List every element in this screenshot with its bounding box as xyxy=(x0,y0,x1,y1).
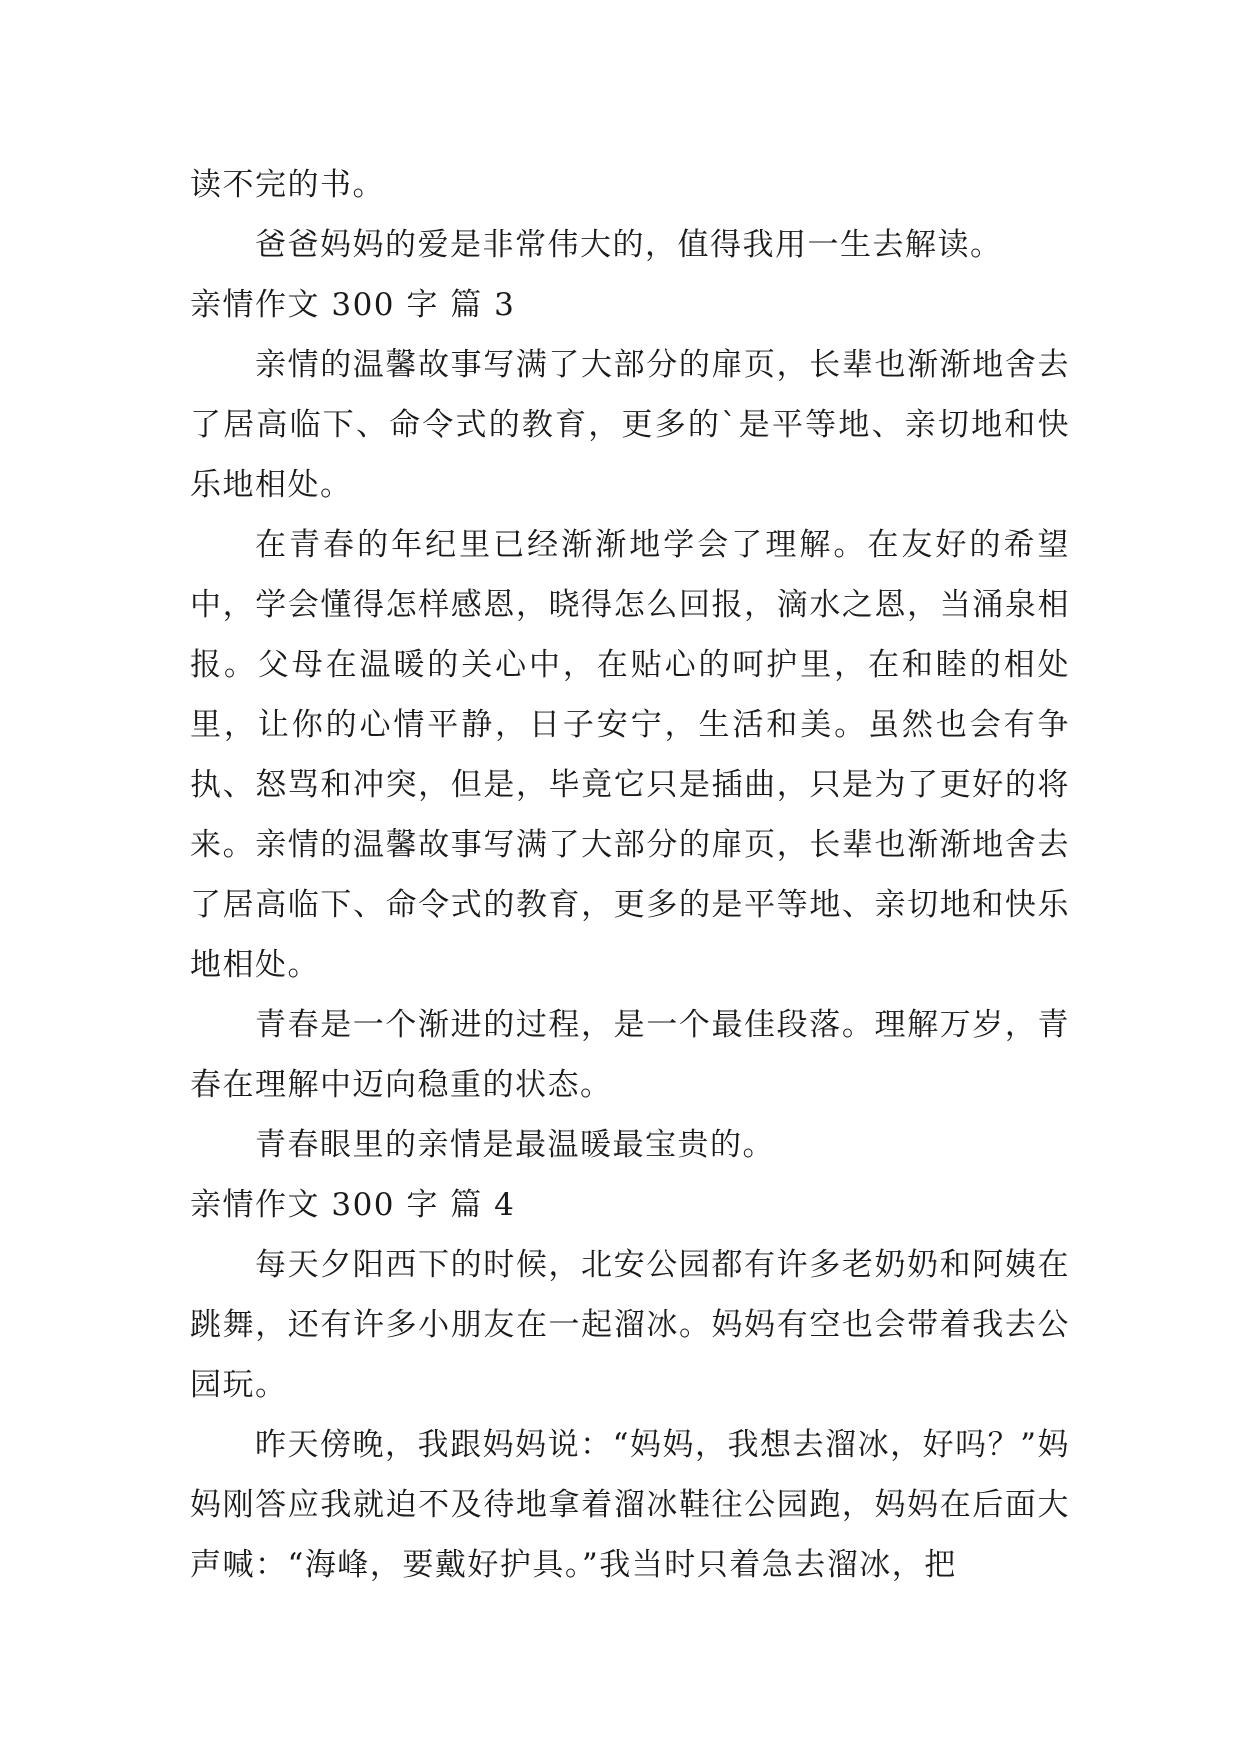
paragraph: 亲情的温馨故事写满了大部分的扉页，长辈也渐渐地舍去了居高临下、命令式的教育，更多的`是平等地、亲切地和快乐地相处。 xyxy=(190,347,1070,503)
paragraph: 在青春的年纪里已经渐渐地学会了理解。在友好的希望中，学会懂得怎样感恩，晓得怎么回报，滴水之恩，当涌泉相报。父母在温暖的关心中，在贴心的呵护里，在和睦的相处里，让你的心情平静，日子安宁，生活和美。虽然也会有争执、怒骂和冲突，但是，毕竟它只是插曲，只是为了更好的将来。亲情的温馨故事写满了大部分的扉页，长辈也渐渐地舍去了居高临下、命令式的教育，更多的是平等地、亲切地和快乐地相处。 xyxy=(190,527,1070,983)
paragraph: 青春眼里的亲情是最温暖最宝贵的。 xyxy=(255,1127,775,1163)
paragraph: 爸爸妈妈的爱是非常伟大的，值得我用一生去解读。 xyxy=(255,227,1003,263)
text-column xyxy=(190,155,1070,1595)
paragraph: 昨天傍晚，我跟妈妈说：“妈妈，我想去溜冰，好吗？”妈妈刚答应我就迫不及待地拿着溜冰鞋往公园跑，妈妈在后面大声喊：“海峰，要戴好护具。”我当时只着急去溜冰，把 xyxy=(190,1427,1070,1583)
section-heading-4: 亲情作文 300 字 篇 4 xyxy=(190,1187,516,1223)
section-heading-3: 亲情作文 300 字 篇 3 xyxy=(190,287,516,323)
paragraph: 每天夕阳西下的时候，北安公园都有许多老奶奶和阿姨在跳舞，还有许多小朋友在一起溜冰。妈妈有空也会带着我去公园玩。 xyxy=(190,1247,1070,1403)
paragraph: 青春是一个渐进的过程，是一个最佳段落。理解万岁，青春在理解中迈向稳重的状态。 xyxy=(190,1007,1070,1103)
paragraph-continuation: 读不完的书。 xyxy=(190,167,385,203)
